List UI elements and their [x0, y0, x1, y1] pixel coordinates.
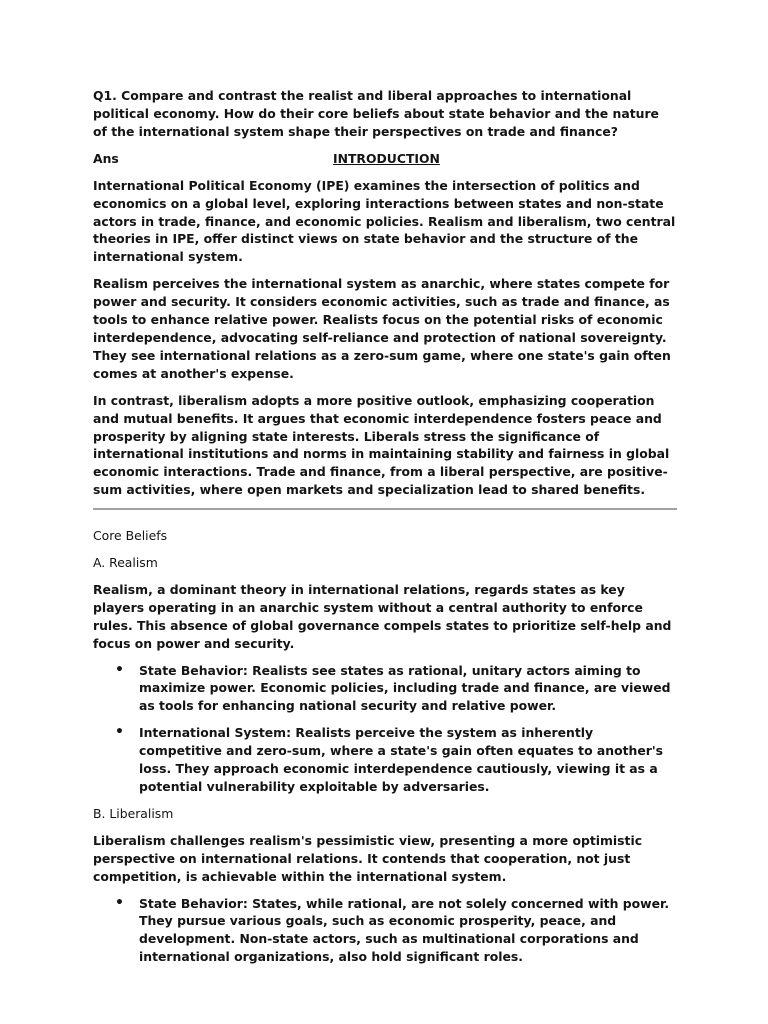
- liberalism-bullet-list: [93, 895, 677, 967]
- answer-label: Ans: [93, 150, 119, 166]
- list-item: [93, 895, 677, 967]
- answer-heading-line: [93, 150, 677, 168]
- core-beliefs-heading: Core Beliefs: [93, 528, 168, 544]
- intro-paragraph-realism: Realism perceives the international system as anarchic, where states compete for power and security. It considers economic activities, such as trade and finance, as tools to enhance relative power. Realists focus on the potential risks of economic interdependence, advocating self-reliance and protection of national sovereignty. They see international relations as a zero-sum game, where one state's gain often comes at another's expense.: [93, 276, 671, 381]
- intro-paragraph-liberalism: In contrast, liberalism adopts a more positive outlook, emphasizing cooperation and mutual benefits. It argues that economic interdependence fosters peace and prosperity by aligning state interests. Liberals stress the significance of international institutions and norms in maintaining stability and fairness in global economic interactions. Trade and finance, from a liberal perspective, are positive-sum activities, where open markets and specialization lead to shared benefits.: [93, 392, 670, 498]
- bullet-icon: •: [115, 724, 124, 741]
- document-page: [93, 87, 677, 975]
- realism-paragraph: Realism, a dominant theory in international relations, regards states as key players operating in an anarchic system without a central authority to enforce rules. This absence of global governance compels states to prioritize self-help and focus on power and security.: [93, 581, 672, 651]
- list-item: [93, 724, 677, 796]
- bullet-icon: •: [115, 661, 124, 678]
- realism-international-system-text: International System: Realists perceive the system as inherently competitive and zero-sum, where a state's gain often equates to another's loss. They approach economic interdependence cautiously, viewing it as a potential vulnerability exploitable by adversaries.: [139, 725, 664, 794]
- introduction-heading: INTRODUCTION: [333, 150, 440, 166]
- realism-state-behavior-text: State Behavior: Realists see states as rational, unitary actors aiming to maximize power. Economic policies, including trade and finance, are viewed as tools for enhancing national security and relative power.: [139, 662, 671, 714]
- liberalism-state-behavior-text: State Behavior: States, while rational, are not solely concerned with power. They pursue various goals, such as economic prosperity, peace, and development. Non-state actors, such as multinational corporations and international organizations, also hold significant roles.: [139, 895, 670, 965]
- question-text: Q1. Compare and contrast the realist and liberal approaches to international political economy. How do their core beliefs about state behavior and the nature of the international system shape their perspectives on trade and finance?: [93, 88, 659, 139]
- liberalism-heading: B. Liberalism: [93, 805, 174, 821]
- horizontal-divider: [93, 508, 677, 510]
- realism-heading: A. Realism: [93, 555, 158, 571]
- bullet-icon: •: [115, 894, 124, 911]
- realism-bullet-list: [93, 662, 677, 796]
- list-item: [93, 662, 677, 716]
- liberalism-paragraph: Liberalism challenges realism's pessimistic view, presenting a more optimistic perspective on international relations. It contends that cooperation, not just competition, is achievable within the international system.: [93, 832, 643, 884]
- intro-paragraph-ipe: International Political Economy (IPE) examines the intersection of politics and economics on a global level, exploring interactions between states and non-state actors in trade, finance, and economic policies. Realism and liberalism, two central theories in IPE, offer distinct views on state behavior and the structure of the international system.: [93, 177, 676, 265]
